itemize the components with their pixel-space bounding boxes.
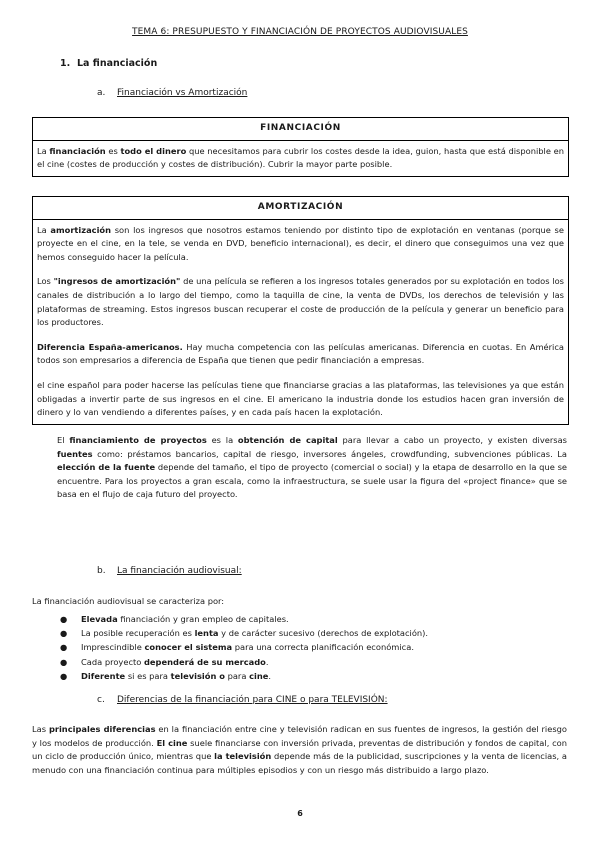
- list-item: ● La posible recuperación es lenta y de carácter sucesivo (derechos de explotación).: [57, 626, 567, 640]
- page-header-title: TEMA 6: PRESUPUESTO Y FINANCIACIÓN DE PROYECTOS AUDIOVISUALES: [132, 27, 468, 37]
- subsection-b-title: La financiación audiovisual:: [117, 566, 242, 576]
- subsection-b-heading: [97, 566, 242, 576]
- amortizacion-paragraph-3: Diferencia España-americanos. Hay mucha competencia con las películas americanas. Diferencia en cuotas. En América todos son empresarios a diferencia de España que tienen que pedir financiación a empresas.: [37, 341, 564, 366]
- bullet-icon: ●: [60, 656, 68, 667]
- list-item: ● Cada proyecto dependerá de su mercado.: [57, 655, 567, 669]
- bullet-icon: ●: [60, 670, 68, 681]
- list-item: ● Diferente si es para televisión o para cine.: [57, 669, 567, 683]
- amortizacion-paragraph-2: Los "ingresos de amortización" de una película se refieren a los ingresos totales generados por su explotación en todos los canales de distribución a lo largo del tiempo, como la taquilla de cine, la venta de DVDs, los derechos de televisión y las plataformas de streaming. Estos ingresos buscan recuperar el coste de producción de la película y generar un beneficio para los productores.: [37, 276, 564, 328]
- financiacion-box-body: [33, 141, 568, 176]
- subsection-c-heading: [97, 695, 388, 705]
- amortizacion-paragraph-4: el cine español para poder hacerse las películas tiene que financiarse gracias a las plataformas, las televisiones ya que están obligadas a invertir parte de sus ingresos en el cine. El americano la industria donde los estudios hacen gran inversión de dinero y lo van vendiendo a diferentes países, y en cada país hacen la explotación.: [37, 379, 564, 418]
- bullet-icon: ●: [60, 642, 68, 653]
- amortizacion-box-body: [33, 220, 568, 424]
- list-item: ● Imprescindible conocer el sistema para una correcta planificación económica.: [57, 640, 567, 654]
- list-item: ● Elevada financiación y gran empleo de capitales.: [57, 612, 567, 626]
- subsection-a-letter: a.: [97, 88, 106, 98]
- caracteristicas-list: [57, 612, 567, 683]
- diferencias-paragraph: Las principales diferencias en la financiación entre cine y televisión radican en sus fuentes de ingresos, la gestión del riesgo y los modelos de producción. El cine suele financiarse con inversión privada, preventas de distribución y fondos de capital, con un ciclo de producción único, mientras que la televisión depende más de la publicidad, suscripciones y la venta de licencias, a menudo con una financiación continua para múltiples episodios y con un riesgo más distribuido a largo plazo.: [32, 724, 568, 775]
- amortizacion-box-heading: AMORTIZACIÓN: [33, 197, 568, 220]
- financiacion-paragraph: La financiación es todo el dinero que necesitamos para cubrir los costes desde la idea, guion, hasta que está disponible en el cine (costes de producción y costes de distribución). Cubrir la mayor parte posible.: [37, 145, 564, 170]
- subsection-a-title: Financiación vs Amortización: [117, 88, 248, 98]
- section-title: La financiación: [77, 58, 158, 69]
- financiacion-box-heading: FINANCIACIÓN: [33, 118, 568, 141]
- financiacion-box: [32, 117, 569, 177]
- financiamiento-proyectos-paragraph: El financiamiento de proyectos es la obtención de capital para llevar a cabo un proyecto, y existen diversas fuentes como: préstamos bancarios, capital de riesgo, inversores ángeles, crowdfunding, subvenciones públicas. La elección de la fuente depende del tamaño, el tipo de proyecto (comercial o social) y la etapa de desarrollo en la que se encuentre. Para los proyectos a gran escala, como la infraestructura, se suele usar la figura del «project finance» que se basa en el flujo de caja futuro del proyecto.: [57, 435, 567, 500]
- bullet-icon: ●: [60, 614, 68, 624]
- section-number: 1.: [60, 58, 71, 69]
- page-number: 6: [297, 809, 303, 818]
- section-heading: [60, 58, 157, 69]
- financiacion-audiovisual-intro: La financiación audiovisual se caracteriza por:: [32, 596, 225, 606]
- subsection-c-letter: c.: [97, 695, 105, 705]
- subsection-a-heading: [97, 88, 247, 98]
- subsection-c-title: Diferencias de la financiación para CINE o para TELEVISIÓN:: [117, 695, 388, 705]
- amortizacion-paragraph-1: La amortización son los ingresos que nosotros estamos teniendo por distinto tipo de explotación en ventanas (porque se proyecte en el cine, en la tele, se venda en DVD, beneficio internacional), es decir, el dinero que conseguimos una vez que hemos conseguido hacer la película.: [37, 224, 564, 262]
- bullet-icon: ●: [60, 628, 68, 639]
- subsection-b-letter: b.: [97, 566, 106, 576]
- amortizacion-box: [32, 196, 569, 425]
